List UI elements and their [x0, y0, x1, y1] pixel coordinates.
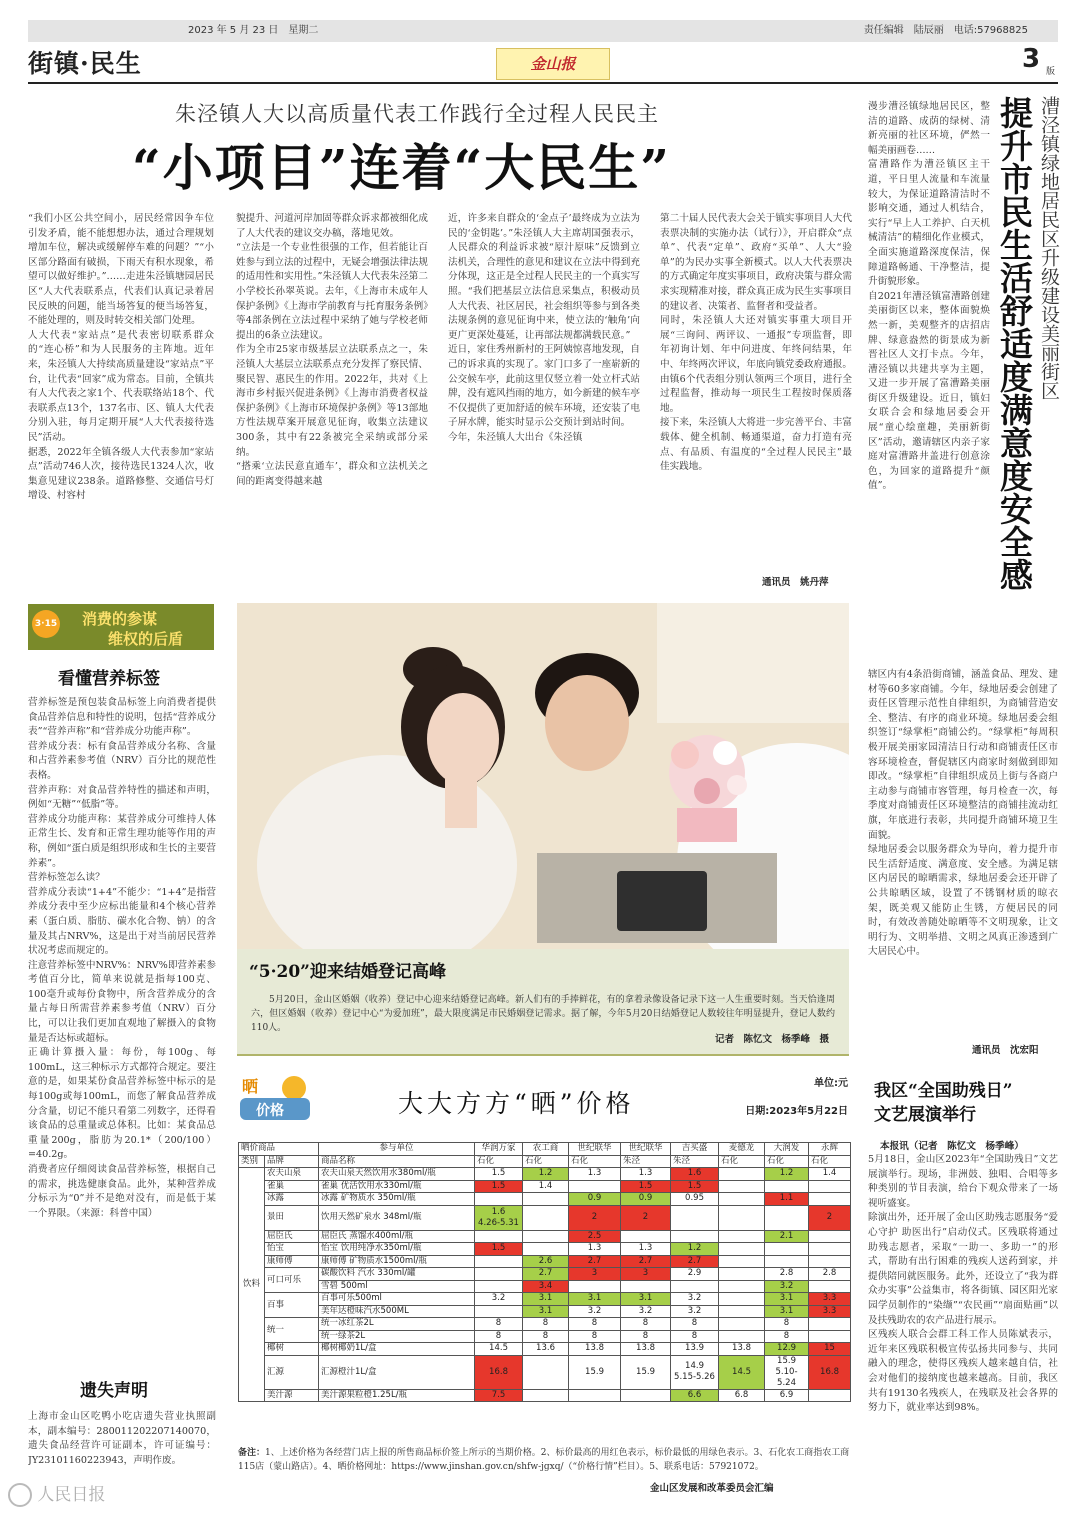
- price-cell: 3.2: [671, 1293, 719, 1306]
- disabled-lead: 本报讯（记者 陈忆文 杨季峰）: [880, 1141, 1024, 1152]
- photo-caption-box: [237, 949, 849, 1056]
- photo-title: “5·20”迎来结婚登记高峰: [249, 962, 446, 982]
- table-header-row: [239, 1143, 851, 1156]
- price-cell: [809, 1180, 851, 1193]
- price-cell: 1.2: [765, 1168, 809, 1181]
- header-cell: 麦德龙: [719, 1143, 765, 1156]
- price-cell: 1.4: [809, 1168, 851, 1181]
- header-cell: 石化: [569, 1155, 621, 1168]
- product-name-cell: 百事可乐500ml: [319, 1293, 475, 1306]
- header-cell: 商品名称: [319, 1155, 475, 1168]
- price-cell: 1.5: [475, 1243, 523, 1256]
- disabled-title-1: 我区“全国助残日”: [874, 1081, 1013, 1101]
- price-cell: 6.8: [719, 1389, 765, 1402]
- product-name-cell: 雀巢 优活饮用水330ml/瓶: [319, 1180, 475, 1193]
- price-cell: 1.5: [475, 1180, 523, 1193]
- price-cell: [671, 1230, 719, 1243]
- price-cell: [719, 1180, 765, 1193]
- brand-cell: 椰树: [265, 1343, 319, 1356]
- product-name-cell: 统一绿茶2L: [319, 1330, 475, 1343]
- brand-cell: 统一: [265, 1318, 319, 1343]
- watermark-logo-icon: [8, 1483, 32, 1507]
- side-article-body-top: 漫步漕泾镇绿地居民区，整洁的道路、成荫的绿树、清新亮丽的社区环境，俨然一幅美丽画卷…… 富漕路作为漕泾镇区主干道，平日里人流量和车流量较大，为保证道路清洁时不影响交通，通过人机结合，实行“早上人工养护、白天机械清洁”的精细化作业模式，全面实施道路深度保洁，保障道路畅通、干净整洁，提升街貌形象。 自2021年漕泾镇富漕路创建美丽街区以来，整体面貌焕然一新，美观整齐的店招店牌、绿意盎然的街景成为新晋社区人文打卡点。今年，漕泾镇以共建共享为主题，又进一步开展了富漕路美丽街区升级建设。近日，镇妇女联合会和绿地居委会开展“童心绘童趣，美丽新街区”活动，邀请辖区内亲子家庭对富漕路井盖进行创意涂色，为回家的道路提升“颜值”。: [868, 101, 990, 492]
- price-cell: 8: [765, 1330, 809, 1343]
- brand-cell: 雀巢: [265, 1180, 319, 1193]
- price-cell: [809, 1389, 851, 1402]
- price-cell: [765, 1243, 809, 1256]
- brand-cell: 屈臣氏: [265, 1230, 319, 1243]
- price-cell: [523, 1389, 569, 1402]
- price-cell: [523, 1355, 569, 1389]
- table-row: [239, 1305, 851, 1318]
- price-cell: 1.5: [475, 1168, 523, 1181]
- table-row: [239, 1168, 851, 1181]
- price-cell: 0.95: [671, 1193, 719, 1206]
- couple-illustration: [237, 603, 849, 949]
- header-cell: 农工商: [523, 1143, 569, 1156]
- header-cell: 石化: [523, 1155, 569, 1168]
- price-cell: 14.5: [475, 1343, 523, 1356]
- newspaper-logo: 金山报: [496, 48, 610, 80]
- product-name-cell: 椰树椰奶1L/盒: [319, 1343, 475, 1356]
- price-cell: 2.7: [569, 1255, 621, 1268]
- price-cell: 8: [523, 1318, 569, 1331]
- header-cell: 朱泾: [621, 1155, 671, 1168]
- price-cell: 1.3: [621, 1243, 671, 1256]
- price-cell: [523, 1230, 569, 1243]
- price-cell: 3.1: [765, 1305, 809, 1318]
- price-cell: [809, 1230, 851, 1243]
- product-name-cell: 饮用天然矿泉水 348ml/瓶: [319, 1205, 475, 1230]
- price-cell: 8: [671, 1330, 719, 1343]
- price-cell: 2.7: [621, 1255, 671, 1268]
- notice-body: 上海市金山区吃鸭小吃店遗失营业执照副本，副本编号：280011202207140070，遗失食品经营许可证副本，许可证编号：JY23101160223943，声明作废。: [28, 1411, 216, 1466]
- price-cell: [719, 1268, 765, 1281]
- price-cell: 8: [569, 1330, 621, 1343]
- brand-cell: 冰露: [265, 1193, 319, 1206]
- watermark: 人民日报: [8, 1480, 105, 1507]
- price-cell: 0.9: [569, 1193, 621, 1206]
- table-row: [239, 1343, 851, 1356]
- side-kicker: 漕泾镇绿地居民区升级建设美丽街区: [1038, 96, 1060, 400]
- price-cell: [475, 1255, 523, 1268]
- header-cell: 品牌: [265, 1155, 319, 1168]
- price-cell: [719, 1293, 765, 1306]
- price-cell: [621, 1230, 671, 1243]
- price-section-header: [232, 1068, 852, 1130]
- price-cell: 3.4: [523, 1280, 569, 1293]
- header-divider: [28, 82, 1058, 84]
- price-cell: 1.3: [569, 1243, 621, 1256]
- price-cell: 8: [621, 1330, 671, 1343]
- price-unit: 单位:元: [814, 1078, 848, 1089]
- price-cell: 2.9: [671, 1268, 719, 1281]
- header-cell: 石化: [809, 1155, 851, 1168]
- price-cell: [569, 1280, 621, 1293]
- badge-315-icon: 3·15: [32, 610, 60, 638]
- brand-cell: 农夫山泉: [265, 1168, 319, 1181]
- price-cell: 3.1: [523, 1305, 569, 1318]
- price-cell: 7.5: [475, 1389, 523, 1402]
- price-cell: 2.8: [809, 1268, 851, 1281]
- price-cell: 3.2: [765, 1280, 809, 1293]
- price-cell: [809, 1330, 851, 1343]
- header-cell: 参与单位: [319, 1143, 475, 1156]
- price-cell: 2: [621, 1205, 671, 1230]
- price-cell: [569, 1389, 621, 1402]
- brand-cell: 怡宝: [265, 1243, 319, 1256]
- price-cell: 3.3: [809, 1293, 851, 1306]
- price-cell: 8: [475, 1318, 523, 1331]
- price-title: 大大方方“晒”价格: [398, 1089, 635, 1118]
- side-article-body-bottom: 辖区内有4条沿街商铺，涵盖食品、理发、建材等60多家商铺。今年，绿地居委会创建了责任区管理示范性自律组织，为商铺营造安全、整洁、有序的商业环境。绿地居委会组织签订“绿掌柜”商铺公约。“绿掌柜”每周积极开展美丽家园清洁日行动和商铺责任区市容环境检查，督促辖区内商家时刻做到即知即改。“绿掌柜”自律组织成员上街与各商户主动参与商铺市容管理，每月检查一次，每季度对商铺责任区环境整洁的商铺挂流动红旗，年底进行表彰，共同提升商铺环境卫生面貌。 绿地居委会以服务群众为导向，着力提升市民生活舒适度、满意度、安全感。为满足辖区内居民的晾晒需求，绿地居委会还开辟了公共晾晒区域，设置了不锈钢材质的晾衣架，既美观又能防止生锈，方便居民的同时，有效改善随处晾晒等不文明现象，让文明行为、文明举措、文明之风真正渗透到广大居民心中。: [868, 669, 1058, 958]
- price-cell: [523, 1243, 569, 1256]
- brand-cell: 汇源: [265, 1355, 319, 1389]
- table-header-row: [239, 1155, 851, 1168]
- price-cell: 13.9: [671, 1343, 719, 1356]
- lead-col-1: “我们小区公共空间小，居民经常因争车位引发矛盾，能不能想想办法，通过合理规划增加车位，解决或缓解停车难的问题？”“小区部分路面有破损，下雨天有积水现象，希望可以做好维护。”……走进朱泾镇塘园居民区“人大代表联系点，代表们认真记录着居民反映的问题，能当场答复的便当场答复，不能处理的，则及时转交相关部门处理。 人大代表“家站点”是代表密切联系群众的“连心桥”和为人民服务的主阵地。近年来，朱泾镇人大持续高质量建设“家站点”平台，让代表“回家”成为常态。目前，全镇共有人大代表之家1个、代表联络站18个、代表联系点13个，137名市、区、镇人大代表分别入驻，每月定期开展“人大代表接待选民”活动。 据悉，2022年全镇各级人大代表参加“家站点”活动746人次，接待选民1324人次，收集意见建议238条。道路修整、交通信号灯增设、村容村: [28, 213, 214, 502]
- header-cell: 石化: [765, 1155, 809, 1168]
- price-cell: 3.3: [809, 1305, 851, 1318]
- price-cell: 6.9: [765, 1389, 809, 1402]
- price-cell: [809, 1255, 851, 1268]
- price-cell: 3.1: [523, 1293, 569, 1306]
- table-row: [239, 1280, 851, 1293]
- price-cell: 3.1: [569, 1293, 621, 1306]
- header-cell: 世纪联华: [621, 1143, 671, 1156]
- price-cell: 3.2: [475, 1293, 523, 1306]
- price-cell: [719, 1205, 765, 1230]
- brand-cell: 美汁源: [265, 1389, 319, 1402]
- table-row: [239, 1318, 851, 1331]
- price-cell: [719, 1280, 765, 1293]
- price-cell: 1.6 4.26-5.31: [475, 1205, 523, 1230]
- photo-byline: 记者 陈忆文 杨季峰 摄: [714, 1034, 829, 1045]
- product-name-cell: 康师傅 矿物质水1500ml/瓶: [319, 1255, 475, 1268]
- header-cell: 类别: [239, 1155, 265, 1168]
- price-logo-bottom: 价格: [256, 1103, 284, 1119]
- price-cell: 1.2: [523, 1168, 569, 1181]
- header-cell: 大润发: [765, 1143, 809, 1156]
- price-cell: 15.9 5.10-5.24: [765, 1355, 809, 1389]
- price-cell: 16.8: [809, 1355, 851, 1389]
- table-row: [239, 1330, 851, 1343]
- photo-caption: 5月20日，金山区婚姻（收养）登记中心迎来结婚登记高峰。新人们有的手捧鲜花，有的拿着录像设备记录下这一人生重要时刻。当天恰逢周六，但区婚姻（收养）登记中心“为爱加班”，最大限度满足市民婚姻登记需求。据了解，今年5月20日结婚登记人数较往年明显提升，登记人数约110人。: [251, 995, 835, 1033]
- top-info-bar: [28, 20, 1058, 42]
- price-cell: [671, 1205, 719, 1230]
- price-cell: 8: [523, 1330, 569, 1343]
- price-cell: [475, 1268, 523, 1281]
- price-cell: 2.5: [569, 1230, 621, 1243]
- price-note-label: 备注：: [238, 1448, 266, 1458]
- price-cell: [475, 1193, 523, 1206]
- product-name-cell: 怡宝 饮用纯净水350ml/瓶: [319, 1243, 475, 1256]
- price-cell: [671, 1280, 719, 1293]
- price-cell: 3.2: [671, 1305, 719, 1318]
- table-row: [239, 1255, 851, 1268]
- product-name-cell: 屈臣氏 蒸馏水400ml/瓶: [319, 1230, 475, 1243]
- product-name-cell: 冰露 矿物质水 350ml/瓶: [319, 1193, 475, 1206]
- price-cell: 1.3: [569, 1168, 621, 1181]
- lead-title: “小项目”连着“大民生”: [132, 138, 672, 197]
- price-cell: 1.1: [765, 1193, 809, 1206]
- disabled-body: 5月18日，金山区2023年“全国助残日”文艺展演举行。现场，非洲鼓、独唱、合唱等多种类别的节目表演，给台下观众带来了一场视听盛宴。 除演出外，还开展了金山区助残志愿服务“爱心守护 助医出行”启动仪式。区残联将通过助残志愿者，采取“一助一、多助一”的形式，帮助有出行困难的残疾人送药到家，并提供陪同就医服务。此外，还设立了“我为群众办实事”公益集市，将各街镇、园区阳光家园学员制作的“染缬”“农民画”“扇面贴画”以及扶残助农的农产品进行展示。 区残疾人联合会群工科工作人员陈斌表示，近年来区残联积极宣传弘扬共同参与、共同融入的理念，使得区残疾人越来越自信，社会对他们的接纳度也越来越高。目前，我区共有19130名残疾人，在残联及社会各界的努力下，就业率达到98%。: [868, 1154, 1058, 1414]
- price-cell: 1.4: [523, 1180, 569, 1193]
- price-cell: [475, 1230, 523, 1243]
- header-cell: 石化: [719, 1155, 765, 1168]
- consumer-banner: [28, 604, 214, 650]
- price-cell: 1.2: [671, 1243, 719, 1256]
- lead-byline: 通讯员 姚丹萍: [762, 577, 829, 588]
- price-source: 金山区发展和改革委员会汇编: [650, 1483, 774, 1494]
- disabled-title-2: 文艺展演举行: [874, 1105, 976, 1125]
- table-row: [239, 1268, 851, 1281]
- header-cell: 世纪联华: [569, 1143, 621, 1156]
- price-cell: 2: [809, 1205, 851, 1230]
- price-cell: [621, 1389, 671, 1402]
- product-name-cell: 雪碧 500ml: [319, 1280, 475, 1293]
- lead-col-3: 近，许多来自群众的‘金点子’最终成为立法为民的‘金钥匙’。”朱泾镇人大主席胡国强表示，人民群众的利益诉求被“原汁原味”反馈到立法机关，合理性的意见和建议在立法中得到充分体现，这正是全过程人民民主的一个真实写照。“我们把基层立法信息采集点，积极动员人大代表、社区居民，社会组织等参与到各类法规条例的意见征询中来，使立法的‘触角’向更广更深处蔓延，让再部法规都满载民意。” 近日，家住秀州新村的王阿姨惊喜地发现，自己的诉求真的实现了。家门口多了一座崭新的公交候车亭，此前这里仅竖立着一处立杆式站牌，没有遮风挡雨的地方，如今新建的候车亭不仅提供了更加舒适的候车环境，还安装了电子屏水牌，能实时显示公交预计到站时间。 今年，朱泾镇人大出台《朱泾镇: [448, 213, 640, 443]
- table-row: [239, 1389, 851, 1402]
- brand-cell: 康师傅: [265, 1255, 319, 1268]
- issue-date: 2023 年 5 月 23 日 星期二: [188, 25, 319, 36]
- banner-line-2: 维权的后盾: [108, 630, 184, 648]
- price-cell: [719, 1255, 765, 1268]
- header-cell: 朱泾: [671, 1155, 719, 1168]
- lead-col-4: 第二十届人民代表大会关于镇实事项目人大代表票决制的实施办法（试行）》，开启群众“点单”、代表“定单”、政府“买单”、人大“验单”的为民办实事全新模式。以人大代表票决的方式确定年度实事项目，政府决策与群众需求实现精准对接，群众真正成为民生实事项目的建议者、决策者、监督者和受益者。 同时，朱泾镇人大还对镇实事重大项目开展“三询问、两评议、一通报”专项监督，即年初询计划、年中问进度、年终问结果，年中、年终两次评议，年底向镇党委政府通报。由镇6个代表组分别认领两三个项目，进行全过程监督，推动每一项民生工程按时保质落地。 接下来，朱泾镇人大将进一步完善平台、丰富载体、健全机制、畅通渠道，奋力打造有亮点、有品质、有温度的“全过程人民民主”最佳实践地。: [660, 213, 852, 473]
- section-title: 街镇·民生: [28, 49, 142, 78]
- product-name-cell: 美汁源果粒橙1.25L/瓶: [319, 1389, 475, 1402]
- table-row: [239, 1205, 851, 1230]
- brand-cell: 百事: [265, 1293, 319, 1318]
- price-cell: 14.9 5.15-5.26: [671, 1355, 719, 1389]
- price-cell: 8: [621, 1318, 671, 1331]
- table-row: [239, 1355, 851, 1389]
- table-row: [239, 1293, 851, 1306]
- price-cell: 15: [809, 1343, 851, 1356]
- price-cell: [809, 1193, 851, 1206]
- wedding-photo: [237, 603, 849, 949]
- price-cell: [765, 1205, 809, 1230]
- header-cell: 永辉: [809, 1143, 851, 1156]
- price-cell: 1.5: [671, 1180, 719, 1193]
- price-logo-top: 晒: [242, 1077, 259, 1096]
- price-cell: 2.6: [523, 1255, 569, 1268]
- price-cell: 8: [475, 1330, 523, 1343]
- price-cell: [719, 1305, 765, 1318]
- price-cell: 12.9: [765, 1343, 809, 1356]
- price-cell: 14.5: [719, 1355, 765, 1389]
- price-cell: 3: [621, 1268, 671, 1281]
- product-name-cell: 统一冰红茶2L: [319, 1318, 475, 1331]
- price-cell: [475, 1305, 523, 1318]
- price-cell: 3: [569, 1268, 621, 1281]
- table-row: [239, 1230, 851, 1243]
- header-cell: 华润万家: [475, 1143, 523, 1156]
- price-cell: [809, 1243, 851, 1256]
- price-cell: 15.9: [569, 1355, 621, 1389]
- price-table: [238, 1142, 851, 1402]
- page-suffix: 版: [1046, 67, 1056, 77]
- price-cell: [475, 1280, 523, 1293]
- price-table-wrap: [238, 1142, 850, 1402]
- notice-title: 遗失声明: [80, 1381, 148, 1401]
- price-cell: 8: [569, 1318, 621, 1331]
- product-name-cell: 美年达橙味汽水500ML: [319, 1305, 475, 1318]
- price-note: [238, 1446, 850, 1474]
- price-cell: 3.2: [621, 1305, 671, 1318]
- category-cell: 饮料: [239, 1168, 265, 1402]
- price-cell: [765, 1255, 809, 1268]
- price-cell: 2.7: [523, 1268, 569, 1281]
- price-cell: 3.1: [621, 1293, 671, 1306]
- price-cell: 1.5: [621, 1180, 671, 1193]
- price-cell: [719, 1330, 765, 1343]
- product-name-cell: 汇源橙汁1L/盒: [319, 1355, 475, 1389]
- price-cell: [621, 1280, 671, 1293]
- price-cell: [809, 1280, 851, 1293]
- price-cell: [719, 1230, 765, 1243]
- price-cell: 15.9: [621, 1355, 671, 1389]
- price-cell: 2: [569, 1205, 621, 1230]
- nutrition-article-title: 看懂营养标签: [58, 669, 160, 689]
- side-byline: 通讯员 沈宏阳: [972, 1045, 1039, 1056]
- table-row: [239, 1193, 851, 1206]
- price-cell: 13.8: [569, 1343, 621, 1356]
- price-cell: 2.1: [765, 1230, 809, 1243]
- side-title: 提升市民生活舒适度满意度安全感: [995, 96, 1034, 591]
- price-cell: [765, 1180, 809, 1193]
- header-cell: 石化: [475, 1155, 523, 1168]
- lead-subtitle: 朱泾镇人大以高质量代表工作践行全过程人民民主: [175, 102, 659, 126]
- nutrition-article-body: 营养标签是预包装食品标签上向消费者提供食品营养信息和特性的说明，包括“营养成分表”“营养声称”和“营养成分功能声称”。 营养成分表：标有食品营养成分名称、含量和占营养素参考值（NRV）百分比的规范性表格。 营养声称：对食品营养特性的描述和声明，例如“无糖”“低脂”等。 营养成分功能声称：某营养成分可维持人体正常生长、发育和正常生理功能等作用的声称，例如“蛋白质是组织形成和生长的主要营养素”。 营养标签怎么读？ 营养成分表读“1+4”不能少：“1+4”是指营养成分表中至少应标出能量和4个核心营养素（蛋白质、脂肪、碳水化合物、钠）的含量及其占NRV%，这是出于对当前居民营养状况考虑而规定的。 注意营养标签中NRV%：NRV%即营养素参考值百分比，简单来说就是指每100克、100毫升或每份食物中，所含营养成分的含量占每日所需营养素参考值（NRV）百分比，可以让我们更加直观地了解摄入的食物量是否达标或超标。 正确计算摄入量：每份，每100g、每100mL，这三种标示方式都符合规定。要注意的是，如果某份食品营养标签中标示的是每100g或每100mL，而您了解食品营养成分含量，切记不能只看第二列数字，还得看该食品的总重量或总体积。比如：某食品总重量200g，脂肪为20.1*（200/100）=40.2g。 消费者应仔细阅读食品营养标签，根据自己的需求，挑选健康食品。此外，某种营养成分标示为“0”并不是绝对没有，而是低于某一个界限。（来源：科普中国）: [28, 697, 216, 1219]
- brand-cell: 可口可乐: [265, 1268, 319, 1293]
- table-row: [239, 1180, 851, 1193]
- price-cell: 3.2: [569, 1305, 621, 1318]
- price-cell: 13.8: [719, 1343, 765, 1356]
- price-cell: 1.6: [671, 1168, 719, 1181]
- product-name-cell: 碳酸饮料 汽水 330ml/罐: [319, 1268, 475, 1281]
- header-cell: 晒价商品: [239, 1143, 319, 1156]
- price-note-text: 1、上述价格为各经营门店上报的所售商品标价签上所示的当期价格。2、标价最高的用红色表示，标价最低的用绿色表示。3、石化农工商指农工商115店（蒙山路店）。4、晒价格网址：https://www.jinshan.gov.cn/shfw-jgxq/（“价格行情”栏目）。5、联系电话：57921072。: [238, 1448, 850, 1472]
- price-cell: 8: [765, 1318, 809, 1331]
- price-cell: 13.6: [523, 1343, 569, 1356]
- table-row: [239, 1243, 851, 1256]
- brand-cell: 景田: [265, 1205, 319, 1230]
- price-cell: 16.8: [475, 1355, 523, 1389]
- editor-info: 责任编辑 陆辰丽 电话:57968825: [863, 25, 1028, 36]
- price-cell: [719, 1193, 765, 1206]
- price-date: 日期:2023年5月22日: [745, 1106, 848, 1117]
- price-cell: 8: [671, 1318, 719, 1331]
- lead-col-2: 貌提升、河道河岸加固等群众诉求都被细化成了人大代表的建议交办稿，落地见效。 “立法是一个专业性很强的工作，但若能让百姓参与到立法的过程中，无疑会增强法律法规的适用性和实用性。”朱泾镇人大代表朱泾第二小学校长孙翠英说。去年，《上海市未成年人保护条例》《上海市学前教育与托育服务条例》等4部条例在立法过程中采纳了她与学校老师提出的6条立法建议。 作为全市25家市级基层立法联系点之一，朱泾镇人大基层立法联系点充分发挥了察民情、聚民智、惠民生的作用。2022年，共对《上海市乡村振兴促进条例》《上海市消费者权益保护条例》《上海市环境保护条例》等13部地方性法规草案开展意见征询，收集立法建议300条，其中有22条被完全采纳或部分采纳。 “搭乘‘立法民意直通车’，群众和立法机关之间的距离变得越来越: [236, 213, 428, 487]
- price-cell: [719, 1168, 765, 1181]
- price-cell: [523, 1205, 569, 1230]
- header-cell: 吉买盛: [671, 1143, 719, 1156]
- price-cell: 1.3: [621, 1168, 671, 1181]
- price-cell: 0.9: [621, 1193, 671, 1206]
- price-cell: 6.6: [671, 1389, 719, 1402]
- price-cell: [523, 1193, 569, 1206]
- price-cell: [719, 1243, 765, 1256]
- price-cell: 2.7: [671, 1255, 719, 1268]
- page-number: 3: [1022, 44, 1041, 74]
- price-cell: [719, 1318, 765, 1331]
- price-cell: 13.8: [621, 1343, 671, 1356]
- banner-line-1: 消费的参谋: [82, 610, 158, 628]
- price-cell: 2.8: [765, 1268, 809, 1281]
- product-name-cell: 农夫山泉天然饮用水380ml/瓶: [319, 1168, 475, 1181]
- price-cell: [569, 1180, 621, 1193]
- price-cell: [809, 1318, 851, 1331]
- price-cell: 3.1: [765, 1293, 809, 1306]
